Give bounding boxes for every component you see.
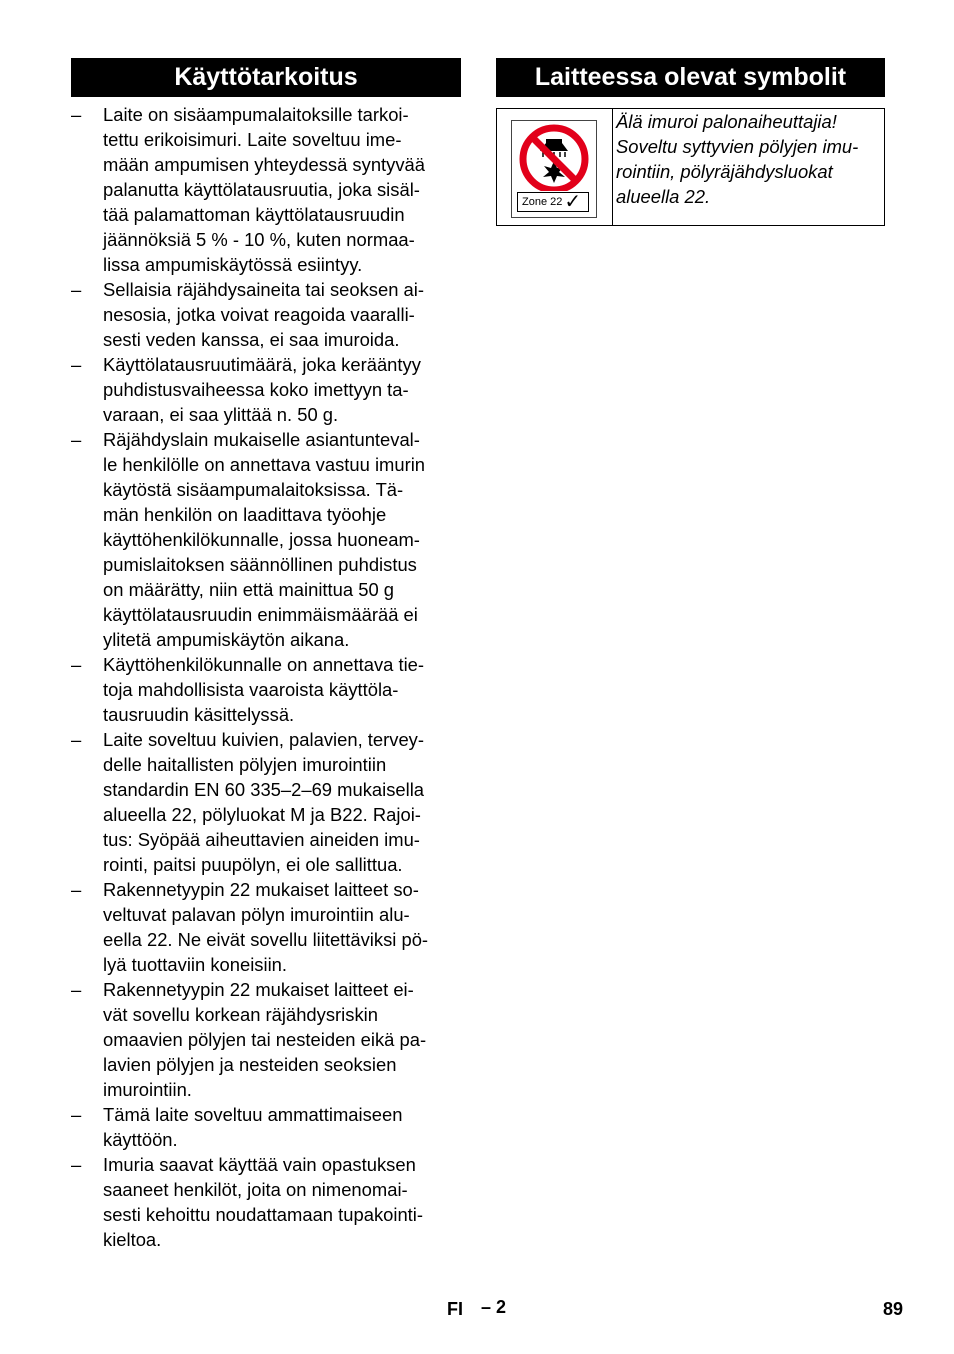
symbol-description-line: rointiin, pölyräjähdysluokat xyxy=(616,161,833,182)
footer-page-ref: – 2 xyxy=(481,1297,507,1317)
no-vacuum-ignition-sources-icon xyxy=(511,120,597,218)
list-dash: – xyxy=(71,429,82,450)
list-item-line: nesosia, jotka voivat reagoida vaaralli- xyxy=(103,304,415,325)
list-dash: – xyxy=(71,1154,82,1175)
page-number: 89 xyxy=(883,1299,904,1319)
list-item xyxy=(71,652,461,727)
list-item-line: pumislaitoksen säännöllinen puhdistus xyxy=(103,554,417,575)
list-item-line: imurointiin. xyxy=(103,1079,192,1100)
zone-22-label xyxy=(517,192,589,212)
list-item-line: delle haitallisten pölyjen imurointiin xyxy=(103,754,387,775)
list-item-line: Imuria saavat käyttää vain opastuksen xyxy=(103,1154,416,1175)
device-symbols-column xyxy=(496,58,885,226)
list-item-line: käytöstä sisäampumalaitoksissa. Tä- xyxy=(103,479,404,500)
list-item-line: omaavien pölyjen tai nesteiden eikä pa- xyxy=(103,1029,427,1050)
list-item-line: tää palamattoman käyttölatausruudin xyxy=(103,204,405,225)
list-item-line: Käyttölatausruutimäärä, joka kerääntyy xyxy=(103,354,421,375)
list-item-line: toja mahdollisista vaaroista käyttöla- xyxy=(103,679,399,700)
list-item-line: le henkilölle on annettava vastuu imurin xyxy=(103,454,426,475)
list-item-line: sesti kehoittu noudattamaan tupakointi- xyxy=(103,1204,423,1225)
prohibition-sign-graphic xyxy=(512,121,596,191)
list-item-line: Rakennetyypin 22 mukaiset laitteet ei- xyxy=(103,979,414,1000)
list-dash: – xyxy=(71,879,82,900)
list-dash: – xyxy=(71,729,82,750)
list-item-line: veltuvat palavan pölyn imurointiin alu- xyxy=(103,904,410,925)
list-item xyxy=(71,277,461,352)
intended-use-list xyxy=(71,102,461,1252)
list-item-line: eella 22. Ne eivät sovellu liitettäviksi pö- xyxy=(103,929,429,950)
check-icon: ✓ xyxy=(564,191,582,213)
list-item-line: lyä tuottaviin koneisiin. xyxy=(103,954,288,975)
list-item-line: tausruudin käsittelyssä. xyxy=(103,704,295,725)
list-item-line: Käyttöhenkilökunnalle on annettava tie- xyxy=(103,654,425,675)
list-item-line: jäännöksiä 5 % - 10 %, kuten normaa- xyxy=(103,229,415,250)
list-item xyxy=(71,977,461,1102)
list-item xyxy=(71,1102,461,1152)
symbol-description-line: alueella 22. xyxy=(616,186,711,207)
list-item xyxy=(71,727,461,877)
list-dash: – xyxy=(71,354,82,375)
list-item-line: palanutta käyttölatausruutia, joka sisäl- xyxy=(103,179,420,200)
list-item-line: Sellaisia räjähdysaineita tai seoksen ai- xyxy=(103,279,424,300)
list-item-line: Rakennetyypin 22 mukaiset laitteet so- xyxy=(103,879,419,900)
symbol-table xyxy=(496,108,885,226)
list-item-line: varaan, ei saa ylittää n. 50 g. xyxy=(103,404,339,425)
list-item-line: standardin EN 60 335–2–69 mukaisella xyxy=(103,779,425,800)
symbol-description-line: Älä imuroi palonaiheuttajia! xyxy=(616,111,837,132)
list-item-line: ylitetä ampumiskäytön aikana. xyxy=(103,629,350,650)
list-item-line: tettu erikoisimuri. Laite soveltuu ime- xyxy=(103,129,402,150)
intended-use-heading: Käyttötarkoitus xyxy=(71,58,461,97)
list-item xyxy=(71,1152,461,1252)
zone-label-text: Zone 22 xyxy=(522,196,563,208)
list-item-line: vät sovellu korkean räjähdysriskin xyxy=(103,1004,378,1025)
list-item-line: Räjähdyslain mukaiselle asiantunteval- xyxy=(103,429,420,450)
list-item-line: lissa ampumiskäytössä esiintyy. xyxy=(103,254,363,275)
list-item xyxy=(71,352,461,427)
list-item xyxy=(71,102,461,277)
list-item-line: Tämä laite soveltuu ammattimaiseen xyxy=(103,1104,403,1125)
list-item-line: käyttöön. xyxy=(103,1129,178,1150)
list-dash: – xyxy=(71,1104,82,1125)
list-item-line: män henkilön on laadittava työohje xyxy=(103,504,387,525)
list-item-line: käyttölatausruudin enimmäismäärää ei xyxy=(103,604,418,625)
list-dash: – xyxy=(71,979,82,1000)
list-item xyxy=(71,877,461,977)
list-item-line: alueella 22, pölyluokat M ja B22. Rajoi- xyxy=(103,804,421,825)
list-item-line: sesti veden kanssa, ei saa imuroida. xyxy=(103,329,400,350)
list-item-line: on määrätty, niin että mainittua 50 g xyxy=(103,579,395,600)
list-item-line: kieltoa. xyxy=(103,1229,162,1250)
list-item-line: saaneet henkilöt, joita on nimenomai- xyxy=(103,1179,408,1200)
intended-use-column xyxy=(71,58,461,1252)
device-symbols-heading: Laitteessa olevat symbolit xyxy=(496,58,885,97)
list-item-line: käyttöhenkilökunnalle, jossa huoneam- xyxy=(103,529,420,550)
list-item-line: Laite on sisäampumalaitoksille tarkoi- xyxy=(103,104,409,125)
symbol-description xyxy=(613,109,884,225)
footer-language: FI xyxy=(447,1299,463,1319)
list-item-line: puhdistusvaiheessa koko imettyyn ta- xyxy=(103,379,409,400)
symbol-image-cell xyxy=(497,109,613,225)
list-dash: – xyxy=(71,279,82,300)
list-item-line: Laite soveltuu kuivien, palavien, tervey- xyxy=(103,729,424,750)
list-item xyxy=(71,427,461,652)
list-dash: – xyxy=(71,654,82,675)
list-item-line: rointi, paitsi puupölyn, ei ole sallittua. xyxy=(103,854,403,875)
list-item-line: tus: Syöpää aiheuttavien aineiden imu- xyxy=(103,829,420,850)
list-item-line: lavien pölyjen ja nesteiden seoksien xyxy=(103,1054,397,1075)
list-dash: – xyxy=(71,104,82,125)
list-item-line: mään ampumisen yhteydessä syntyvää xyxy=(103,154,425,175)
symbol-description-line: Soveltu syttyvien pölyjen imu- xyxy=(616,136,859,157)
